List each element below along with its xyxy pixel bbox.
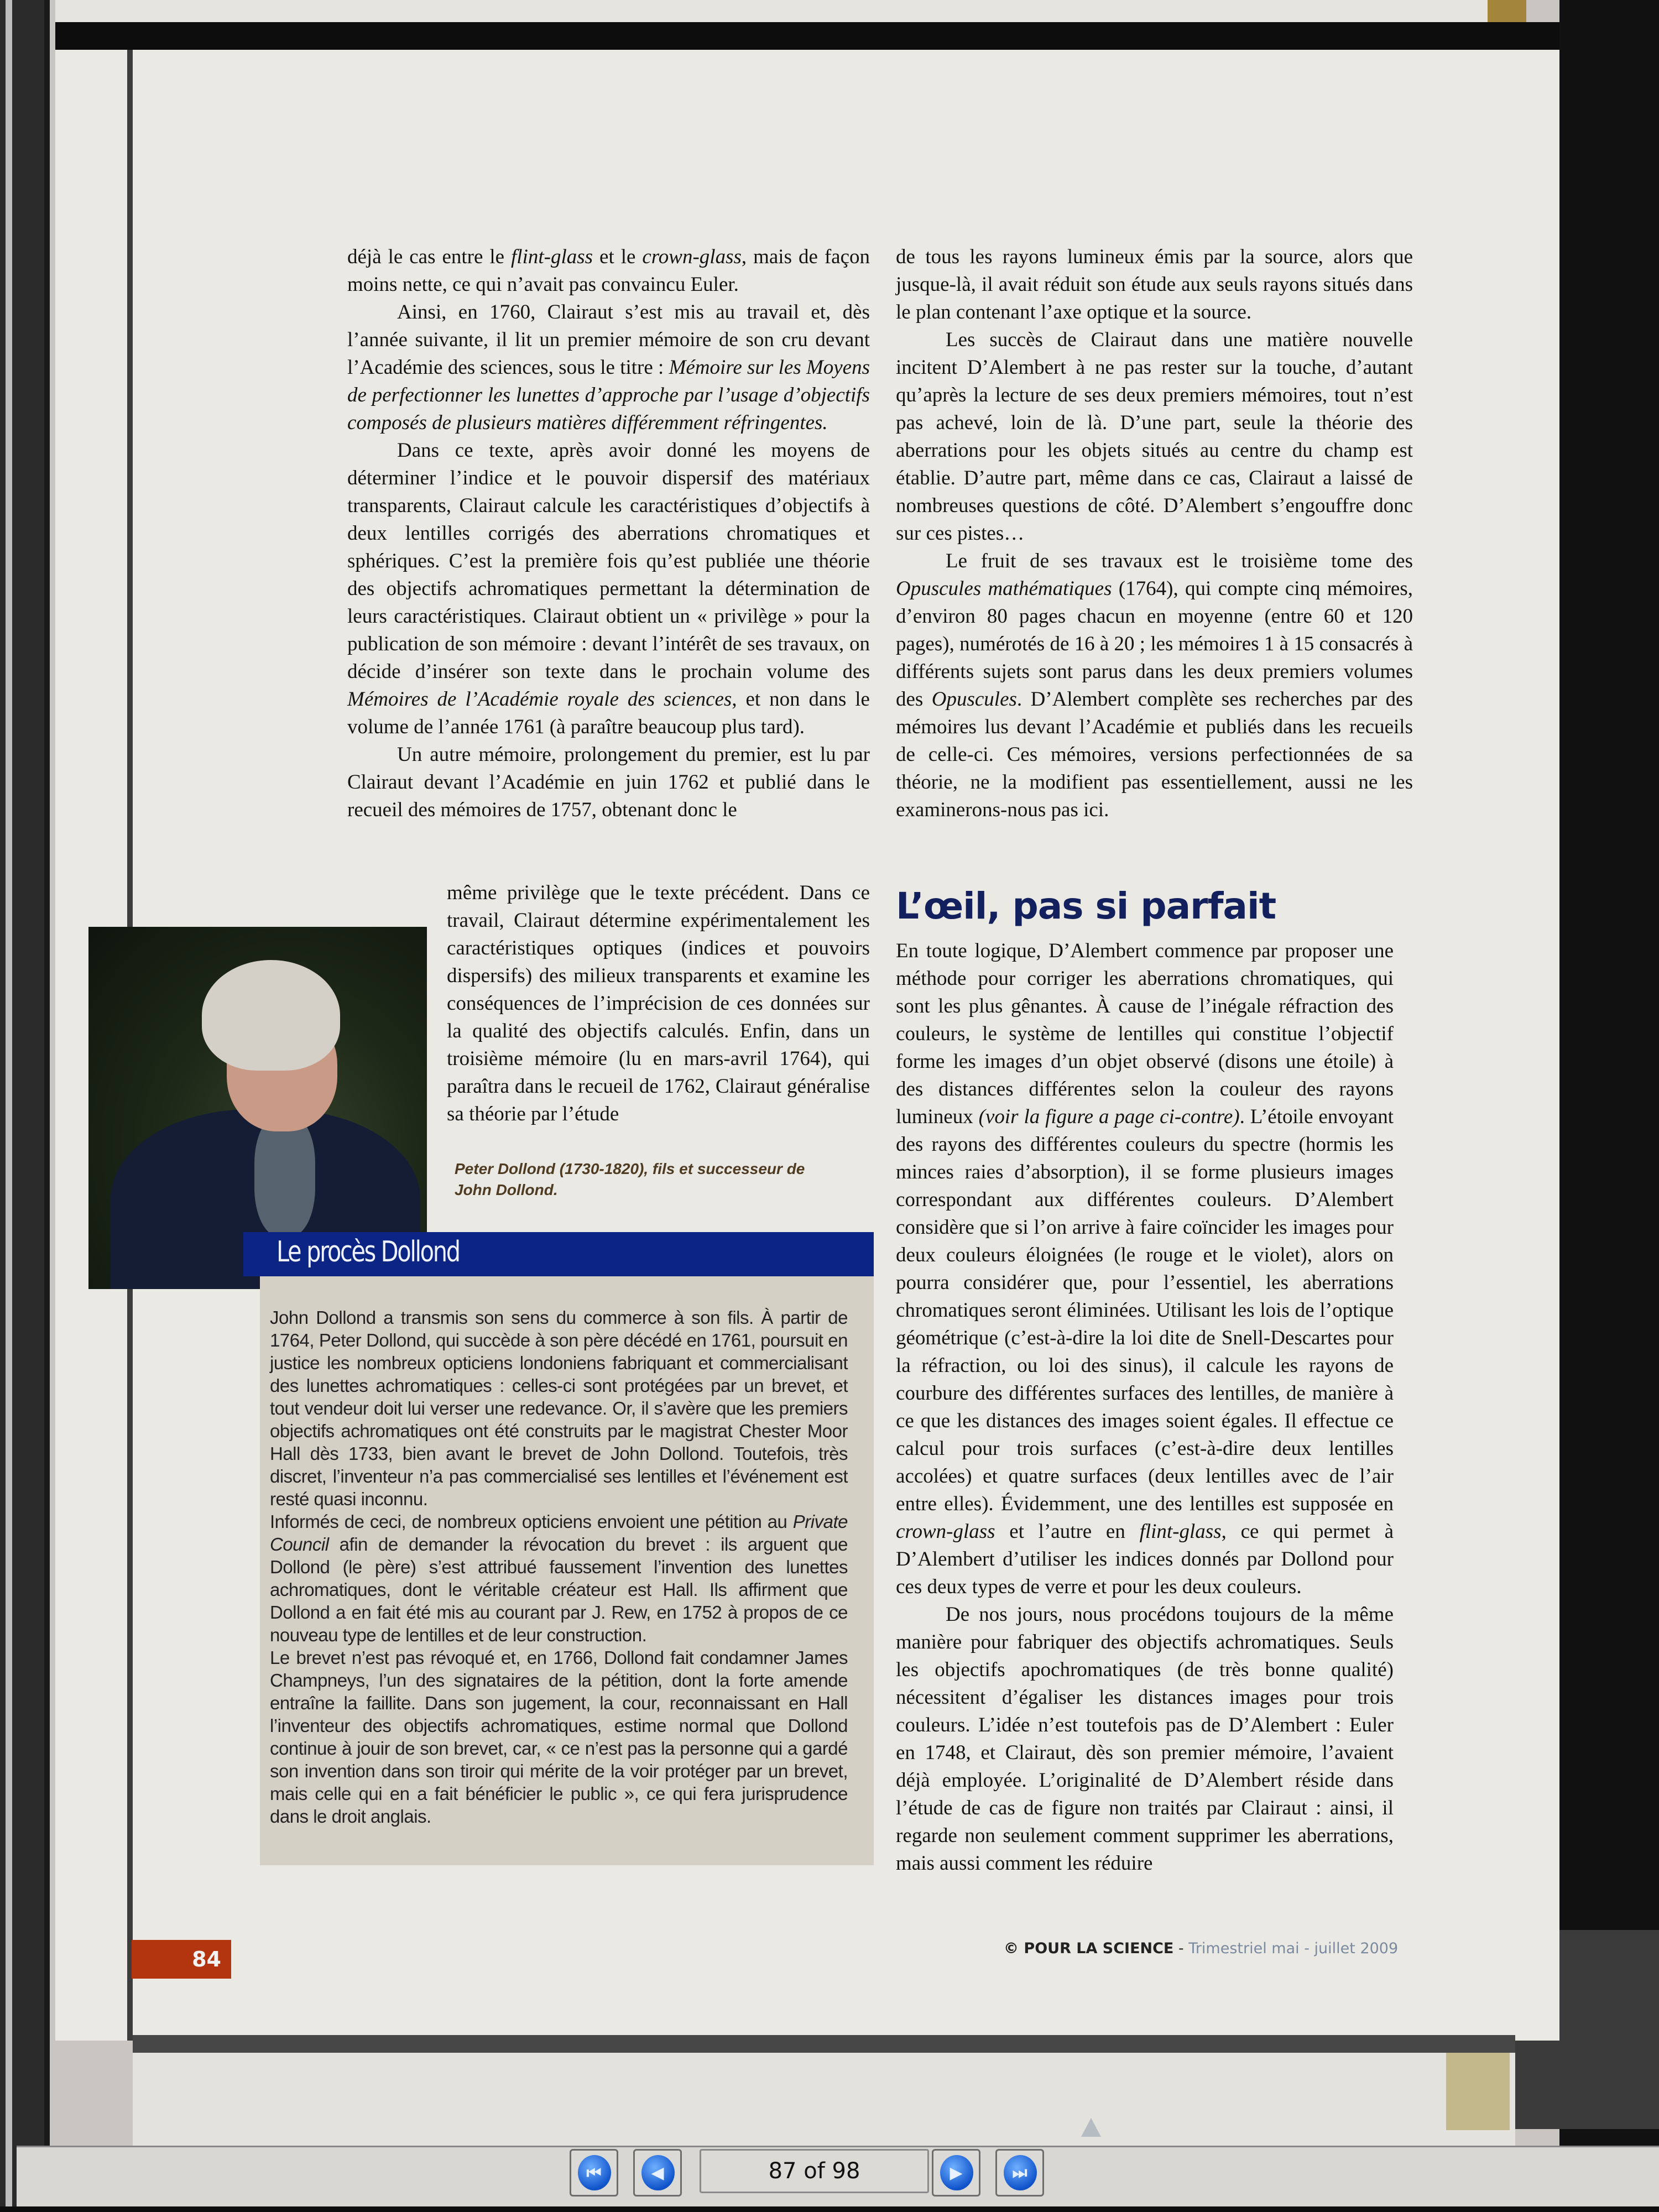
next-page-accent — [1446, 2053, 1510, 2130]
article-right-column — [896, 243, 1413, 824]
sidebar-box-header — [243, 1232, 874, 1276]
footer-credit — [1004, 1940, 1398, 1957]
sidebar-paragraph: Informés de ceci, de nombreux opticiens envoient une pétition au Private Council afin de demander la révocation du brevet : ils arguent que Dollond (le père) s’est attribué faussement l’invention des lunettes achromatiques, dont le véritable créateur est Hall. Ils affirment que Dollond a en fait été mis au courant par J. Rew, en 1752 à propos de ce nouveau type de lentilles et de leur construction. — [270, 1511, 848, 1645]
next-page-button[interactable] — [932, 2149, 980, 2197]
window-right-edge — [1559, 0, 1659, 2212]
previous-page-icon: ◀ — [651, 2163, 664, 2183]
paragraph: Le fruit de ses travaux est le troisième tome des Opuscules mathématiques (1764), qui compte cinq mémoires, d’environ 80 pages chacun en moyenne (entre 60 et 120 pages), numérotés de 16 à 20 ; les mémoires 1 à 15 consacrés à différents sujets sont parus dans les deux premiers volumes des Opuscules. D’Alembert complète ses recherches par des mémoires lus devant l’Académie et publiés dans les recueils de celle-ci. Ces mémoires, versions perfectionnées de sa théorie, ne la modifient pas essentiellement, aussi ne les examinerons-nous pas ici. — [896, 550, 1413, 821]
paragraph: Ainsi, en 1760, Clairaut s’est mis au travail et, dès l’année suivante, il lit un premier mémoire de son cru devant l’Académie des sciences, sous le titre : Mémoire sur les Moyens de perfectionner les lunettes d’approche par l’usage d’objectifs composés de plusieurs matières différemment réfringentes. — [347, 301, 870, 434]
last-page-icon: ⏭ — [1012, 2163, 1027, 2183]
paragraph: Dans ce texte, après avoir donné les moyens de déterminer l’indice et le pouvoir dispersif des matériaux transparents, Clairaut calcule les caractéristiques d’objectifs à deux lentilles corrigés des aberrations chromatiques et sphériques. C’est la première fois qu’est publiée une théorie des objectifs achromatiques permettant la détermination de leurs caractéristiques. Clairaut obtient un « privilège » pour la publication de son mémoire : devant l’intérêt de ses travaux, on décide d’insérer son texte dans le prochain volume des Mémoires de l’Académie royale des sciences, et non dans le volume de l’année 1761 (à paraître beaucoup plus tard). — [347, 439, 870, 738]
portrait-caption: Peter Dollond (1730-1820), fils et successeur de John Dollond. — [455, 1160, 805, 1198]
previous-page-button[interactable] — [633, 2149, 682, 2197]
first-page-icon: ⏮ — [586, 2163, 602, 2183]
page-separator — [55, 22, 1559, 50]
paragraph: Les succès de Clairaut dans une matière nouvelle incitent D’Alembert à ne pas rester sur la touche, d’autant qu’après la lecture de ses deux premiers mémoires, tout n’est pas achevé, loin de là. D’une part, seule la théorie des aberrations pour les objets situés au centre du champ est établie. D’autre part, même dans ce cas, Clairaut a laissé de nombreuses questions de côté. D’Alembert s’engouffre donc sur ces pistes… — [896, 328, 1413, 545]
page-indicator[interactable]: 87 of 98 — [700, 2149, 929, 2193]
paragraph: déjà le cas entre le flint-glass et le crown-glass, mais de façon moins nette, ce qui n’avait pas convaincu Euler. — [347, 246, 870, 296]
paragraph: de tous les rayons lumineux émis par la source, alors que jusque-là, il avait réduit son étude aux seuls rayons situés dans le plan contenant l’axe optique et la source. — [896, 246, 1413, 324]
page-bottom-border — [133, 2035, 1515, 2053]
publisher-name: © POUR LA SCIENCE — [1004, 1940, 1174, 1957]
sidebar-box-text — [270, 1306, 848, 1828]
previous-page-edge — [55, 0, 1493, 22]
paragraph: En toute logique, D’Alembert commence par proposer une méthode pour corriger les aberrations chromatiques, qui sont les plus gênantes. À cause de l’inégale réfraction des couleurs, le système de lentilles qui constitue l’objectif forme les images d’un objet observé (disons une étoile) à des distances différentes selon la couleur des rayons lumineux (voir la figure a page ci-contre). L’étoile envoyant des rayons des différentes couleurs du spectre (hormis les minces raies d’absorption), il se forme plusieurs images correspondant aux différentes couleurs. D’Alembert considère que si l’on arrive à faire coïncider les images pour deux couleurs éloignées (le rouge et le violet), alors on pourra considérer que, pour l’essentiel, les aberrations chromatiques seront éliminées. Utilisant les lois de l’optique géométrique (c’est-à-dire la loi dite de Snell-Descartes pour la réfraction, ou loi des sinus), il calcule les rayons de courbure des différentes surfaces des lentilles, de manière à ce que les distances des images soient égales. Il effectue ce calcul pour trois surfaces (c’est-à-dire deux lentilles accolées) et quatre surfaces (deux lentilles avec de l’air entre elles). Évidemment, une des lentilles est supposée en crown-glass et l’autre en flint-glass, ce qui permet à D’Alembert d’utiliser les indices donnés par Dollond pour ces deux types de verre et pour les deux couleurs. — [896, 940, 1394, 1598]
next-page-icon: ▶ — [950, 2163, 963, 2183]
issue-date: Trimestriel mai - juillet 2009 — [1188, 1940, 1399, 1957]
paragraph: Un autre mémoire, prolongement du premier, est lu par Clairaut devant l’Académie en juin 1762 et publié dans le recueil des mémoires de 1757, obtenant donc le — [347, 743, 870, 821]
sidebar-paragraph: Le brevet n’est pas révoqué et, en 1766, Dollond fait condamner James Champneys, l’un des signataires de la pétition, dont la forte amende entraîne la faillite. Dans son jugement, la cour, reconnaissant en Hall l’inventeur des objectifs achromatiques, estime normal que Dollond continue à jouir de son brevet, car, « ce n’est pas la personne qui a gardé son invention dans son tiroir qui mérite de la voir protéger par un brevet, mais celle qui en a fait bénéficier le public », ce qui fera jurisprudence dans le droit anglais. — [270, 1647, 848, 1827]
paragraph: De nos jours, nous procédons toujours de la même manière pour fabriquer des objectifs achromatiques. Seuls les objectifs apochromatiques (de très bonne qualité) nécessitent d’égaliser les distances images pour trois couleurs. L’idée n’est toutefois pas de D’Alembert : Euler en 1748, et Clairaut, dès son premier mémoire, l’avaient déjà employée. L’originalité de D’Alembert réside dans l’étude de cas de figure non traités par Clairaut : ainsi, il regarde non seulement comment supprimer les aberrations, mais aussi comment les réduire — [896, 1603, 1394, 1875]
article-right-column-section — [896, 937, 1394, 1877]
paragraph: même privilège que le texte précédent. Dans ce travail, Clairaut détermine expérimentalement les caractéristiques optiques (indices et pouvoirs dispersifs) des milieux transparents et examine les conséquences de l’imprécision de ces données sur la qualité des objectifs calculés. Enfin, dans un troisième mémoire (lu en mars-avril 1764), qui paraîtra dans le recueil de 1762, Clairaut généralise sa théorie par l’étude — [447, 881, 870, 1125]
previous-page-accent — [1488, 0, 1526, 22]
article-left-column — [347, 243, 870, 824]
sidebar-box-title: Le procès Dollond — [276, 1235, 460, 1269]
sidebar-paragraph: John Dollond a transmis son sens du commerce à son fils. À partir de 1764, Peter Dollond, qui succède à son père décédé en 1761, poursuit en justice les nombreux opticiens londoniens fabriquant et commercialisant des lunettes achromatiques : celles-ci sont protégées par un brevet, et tout vendeur doit lui verser une redevance. Or, il s’avère que les premiers objectifs achromatiques ont été construits par le magistrat Chester Moor Hall dès 1733, bien avant le brevet de John Dollond. Toutefois, très discret, l’inventeur n’a pas commercialisé ses lentilles et l’événement est resté quasi inconnu. — [270, 1307, 848, 1509]
article-left-column-wrapped — [447, 879, 870, 1128]
last-page-button[interactable] — [995, 2149, 1044, 2197]
first-page-button[interactable] — [570, 2149, 618, 2197]
next-page-edge — [133, 2053, 1515, 2147]
page-number-badge: 84 — [132, 1940, 231, 1979]
screen-bottom-edge — [0, 2206, 1659, 2212]
section-heading: L’œil, pas si parfait — [896, 885, 1276, 927]
footer-separator: - — [1173, 1940, 1189, 1957]
scroll-up-icon[interactable] — [1081, 2118, 1101, 2137]
window-left-edge — [0, 0, 44, 2212]
